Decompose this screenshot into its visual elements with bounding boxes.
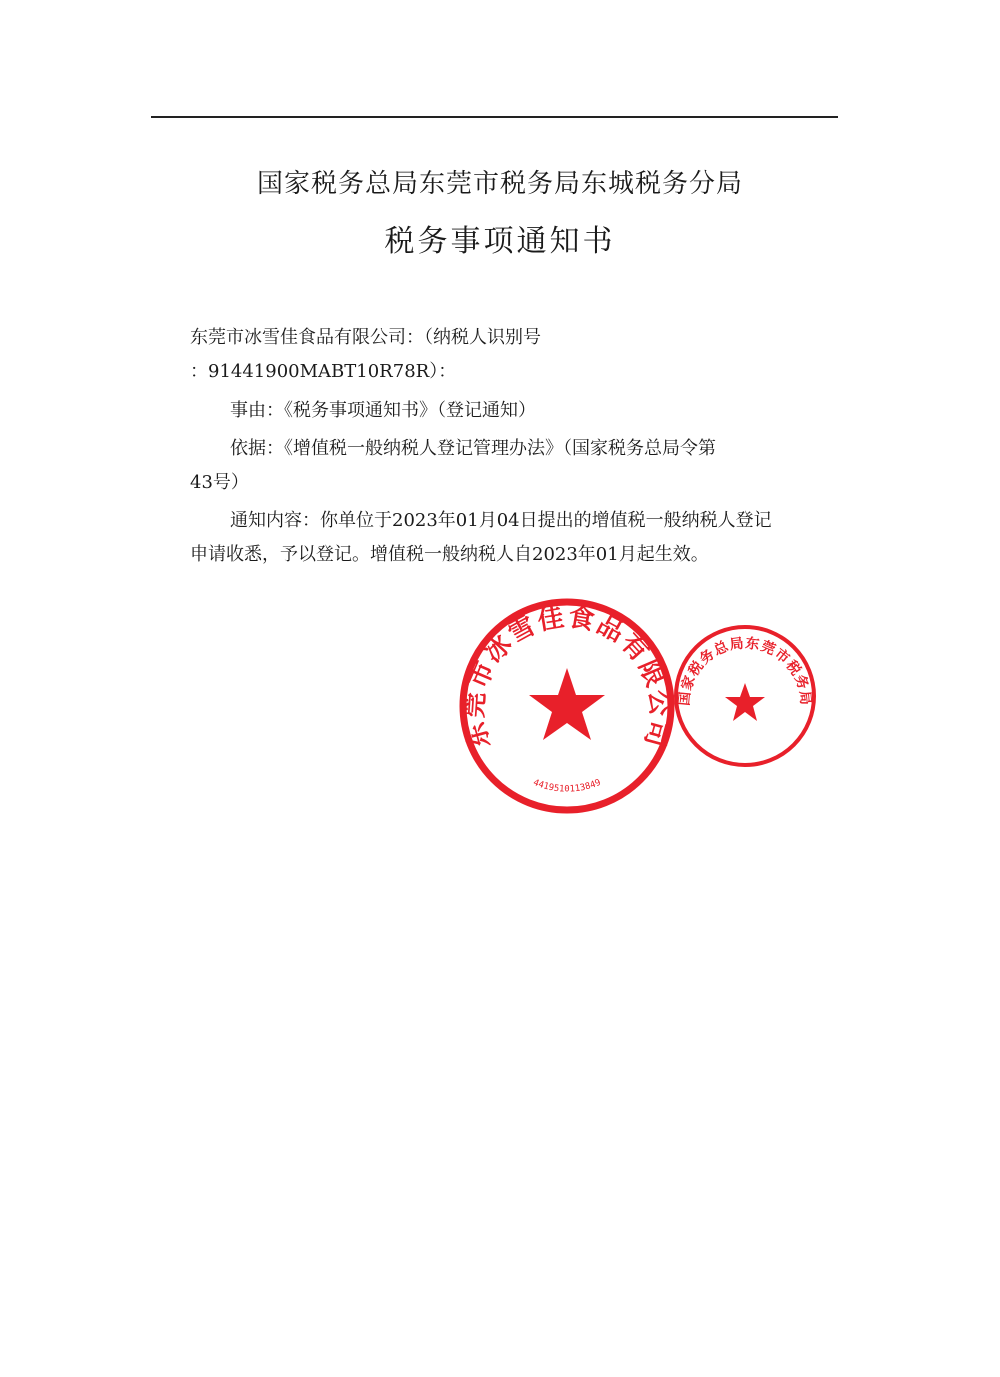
svg-text:东莞市冰雪佳食品有限公司: 东莞市冰雪佳食品有限公司	[459, 602, 675, 752]
basis-line-continued: 43号）	[190, 472, 249, 493]
company-seal	[457, 596, 677, 816]
subject-line: 事由：《税务事项通知书》（登记通知）	[230, 400, 536, 421]
header-rule	[151, 116, 838, 118]
taxpayer-id-line: ：91441900MABT10R78R）：	[190, 361, 457, 382]
content-line: 通知内容：你单位于2023年01月04日提出的增值税一般纳税人登记	[230, 510, 772, 531]
tax-bureau-seal	[672, 623, 818, 769]
company-seal-graphic	[457, 596, 677, 816]
basis-line: 依据：《增值税一般纳税人登记管理办法》（国家税务总局令第	[230, 438, 716, 459]
tax-bureau-seal-graphic	[672, 623, 818, 769]
star-icon	[725, 683, 765, 721]
content-line-continued: 申请收悉，予以登记。增值税一般纳税人自2023年01月起生效。	[190, 544, 709, 565]
issuer-name: 国家税务总局东莞市税务局东城税务分局	[256, 169, 743, 199]
star-icon	[529, 668, 605, 740]
svg-text:国家税务总局东莞市税务局: 国家税务总局东莞市税务局	[676, 635, 814, 707]
svg-text:4419510113849: 4419510113849	[531, 777, 603, 795]
document-title: 税务事项通知书	[384, 224, 616, 259]
addressee-line: 东莞市冰雪佳食品有限公司：（纳税人识别号	[190, 327, 541, 348]
